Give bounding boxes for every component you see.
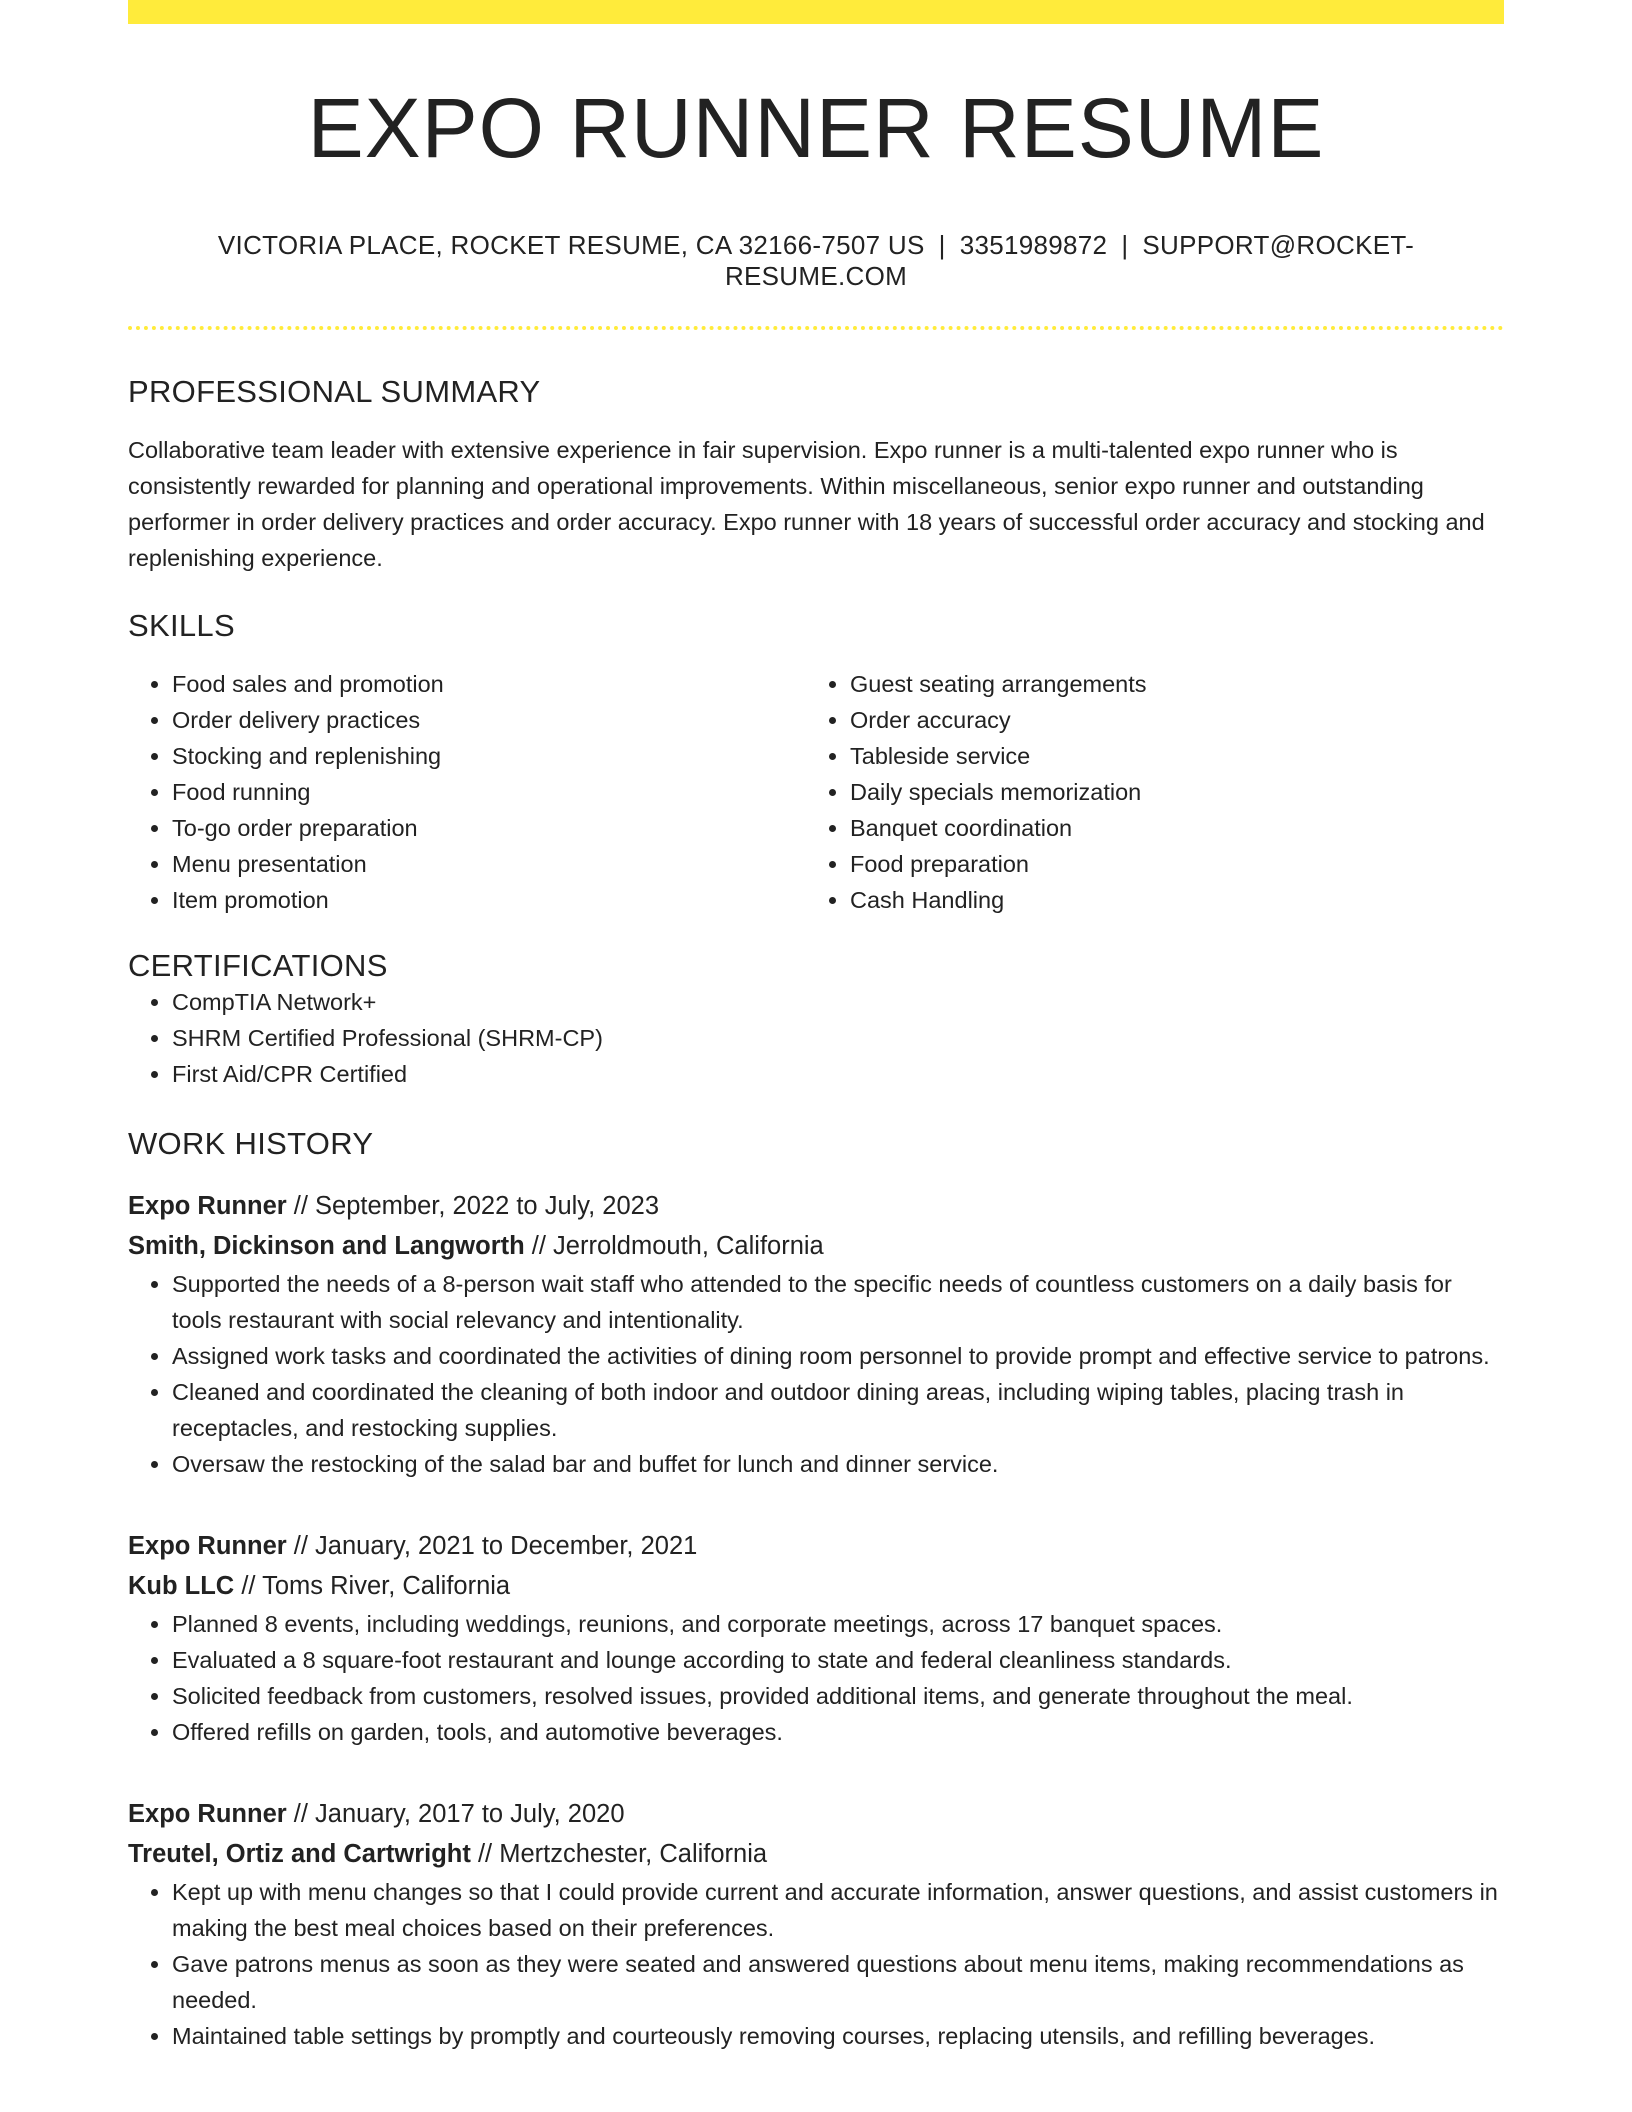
skill-item: • Tableside service — [850, 738, 1484, 774]
dotted-divider — [128, 326, 1504, 330]
job-bullet: • Evaluated a 8 square-foot restaurant and lounge according to state and federal cleanliness standards. — [172, 1642, 1504, 1678]
skills-grid — [128, 666, 1504, 918]
job-role: Expo Runner — [128, 1532, 287, 1561]
job-company-line — [128, 1226, 1504, 1266]
job-role-line — [128, 1526, 1504, 1566]
job-company: Smith, Dickinson and Langworth — [128, 1232, 525, 1261]
summary-heading: PROFESSIONAL SUMMARY — [128, 374, 541, 410]
contact-address: VICTORIA PLACE, ROCKET RESUME, CA 32166-7507 US — [217, 230, 925, 261]
job-role-line — [128, 1186, 1504, 1226]
skill-item: • Stocking and replenishing — [172, 738, 806, 774]
contact-phone: 3351989872 — [959, 230, 1108, 261]
summary-text: Collaborative team leader with extensive experience in fair supervision. Expo runner is a multi-talented expo runner who is consistently rewarded for planning and operational improvements. Within miscellaneous, senior expo runner and outstanding performer in order delivery practices and order accuracy. Expo runner with 18 years of successful order accuracy and stocking and replenishing experience. — [128, 437, 1485, 572]
job-dates: // January, 2021 to December, 2021 — [286, 1532, 698, 1561]
job-entry — [128, 1794, 1504, 2054]
skills-list-right — [806, 666, 1484, 918]
job-role-line — [128, 1794, 1504, 1834]
job-bullet: • Maintained table settings by promptly and courteously removing courses, replacing utensils, and refilling beverages. — [172, 2018, 1504, 2054]
job-bullets — [128, 1266, 1504, 1482]
skills-list-left — [128, 666, 806, 918]
skill-item: • Food preparation — [850, 846, 1484, 882]
job-bullet: • Offered refills on garden, tools, and automotive beverages. — [172, 1714, 1504, 1750]
contact-email: SUPPORT@ROCKET-RESUME.COM — [724, 230, 1415, 292]
job-company-line — [128, 1566, 1504, 1606]
job-bullet: • Assigned work tasks and coordinated the activities of dining room personnel to provide prompt and effective service to patrons. — [172, 1338, 1504, 1374]
job-bullet: • Gave patrons menus as soon as they were seated and answered questions about menu items, making recommendations as needed. — [172, 1946, 1504, 2018]
job-company-line — [128, 1834, 1504, 1874]
certifications-list — [128, 984, 1504, 1092]
job-bullet: • Planned 8 events, including weddings, reunions, and corporate meetings, across 17 banquet spaces. — [172, 1606, 1504, 1642]
skill-item: • Cash Handling — [850, 882, 1484, 918]
certification-item: • First Aid/CPR Certified — [172, 1056, 1504, 1092]
skill-item: • Banquet coordination — [850, 810, 1484, 846]
job-dates: // January, 2017 to July, 2020 — [286, 1800, 625, 1829]
job-bullet: • Oversaw the restocking of the salad bar and buffet for lunch and dinner service. — [172, 1446, 1504, 1482]
skill-item: • Menu presentation — [172, 846, 806, 882]
certification-item: • CompTIA Network+ — [172, 984, 1504, 1020]
skill-item: • Food sales and promotion — [172, 666, 806, 702]
job-bullet: • Kept up with menu changes so that I could provide current and accurate information, answer questions, and assist customers in making the best meal choices based on their preferences. — [172, 1874, 1504, 1946]
job-location: // Jerroldmouth, California — [524, 1232, 824, 1261]
job-role: Expo Runner — [128, 1800, 287, 1829]
job-role: Expo Runner — [128, 1192, 287, 1221]
job-dates: // September, 2022 to July, 2023 — [286, 1192, 660, 1221]
job-location: // Mertzchester, California — [470, 1840, 768, 1869]
skill-item: • Item promotion — [172, 882, 806, 918]
job-bullets — [128, 1874, 1504, 2054]
certification-item: • SHRM Certified Professional (SHRM-CP) — [172, 1020, 1504, 1056]
resume-title: EXPO RUNNER RESUME — [307, 81, 1325, 175]
skill-item: • Daily specials memorization — [850, 774, 1484, 810]
skill-item: • To-go order preparation — [172, 810, 806, 846]
contact-line — [128, 230, 1504, 292]
resume-page — [128, 0, 1504, 2054]
job-bullet: • Cleaned and coordinated the cleaning of both indoor and outdoor dining areas, including wiping tables, placing trash in receptacles, and restocking supplies. — [172, 1374, 1504, 1446]
job-company: Kub LLC — [128, 1572, 235, 1601]
skill-item: • Order accuracy — [850, 702, 1484, 738]
job-entry — [128, 1526, 1504, 1750]
job-bullet: • Solicited feedback from customers, resolved issues, provided additional items, and generate throughout the meal. — [172, 1678, 1504, 1714]
job-bullet: • Supported the needs of a 8-person wait staff who attended to the specific needs of countless customers on a daily basis for tools restaurant with social relevancy and intentionality. — [172, 1266, 1504, 1338]
skill-item: • Food running — [172, 774, 806, 810]
contact-separator: | — [938, 230, 946, 261]
top-accent-bar — [128, 0, 1504, 24]
job-company: Treutel, Ortiz and Cartwright — [128, 1840, 471, 1869]
certifications-heading: CERTIFICATIONS — [128, 948, 388, 984]
job-location: // Toms River, California — [234, 1572, 511, 1601]
skills-heading: SKILLS — [128, 608, 235, 644]
job-entry — [128, 1186, 1504, 1482]
work-history-heading: WORK HISTORY — [128, 1126, 374, 1162]
skill-item: • Order delivery practices — [172, 702, 806, 738]
skill-item: • Guest seating arrangements — [850, 666, 1484, 702]
job-bullets — [128, 1606, 1504, 1750]
contact-separator: | — [1121, 230, 1129, 261]
